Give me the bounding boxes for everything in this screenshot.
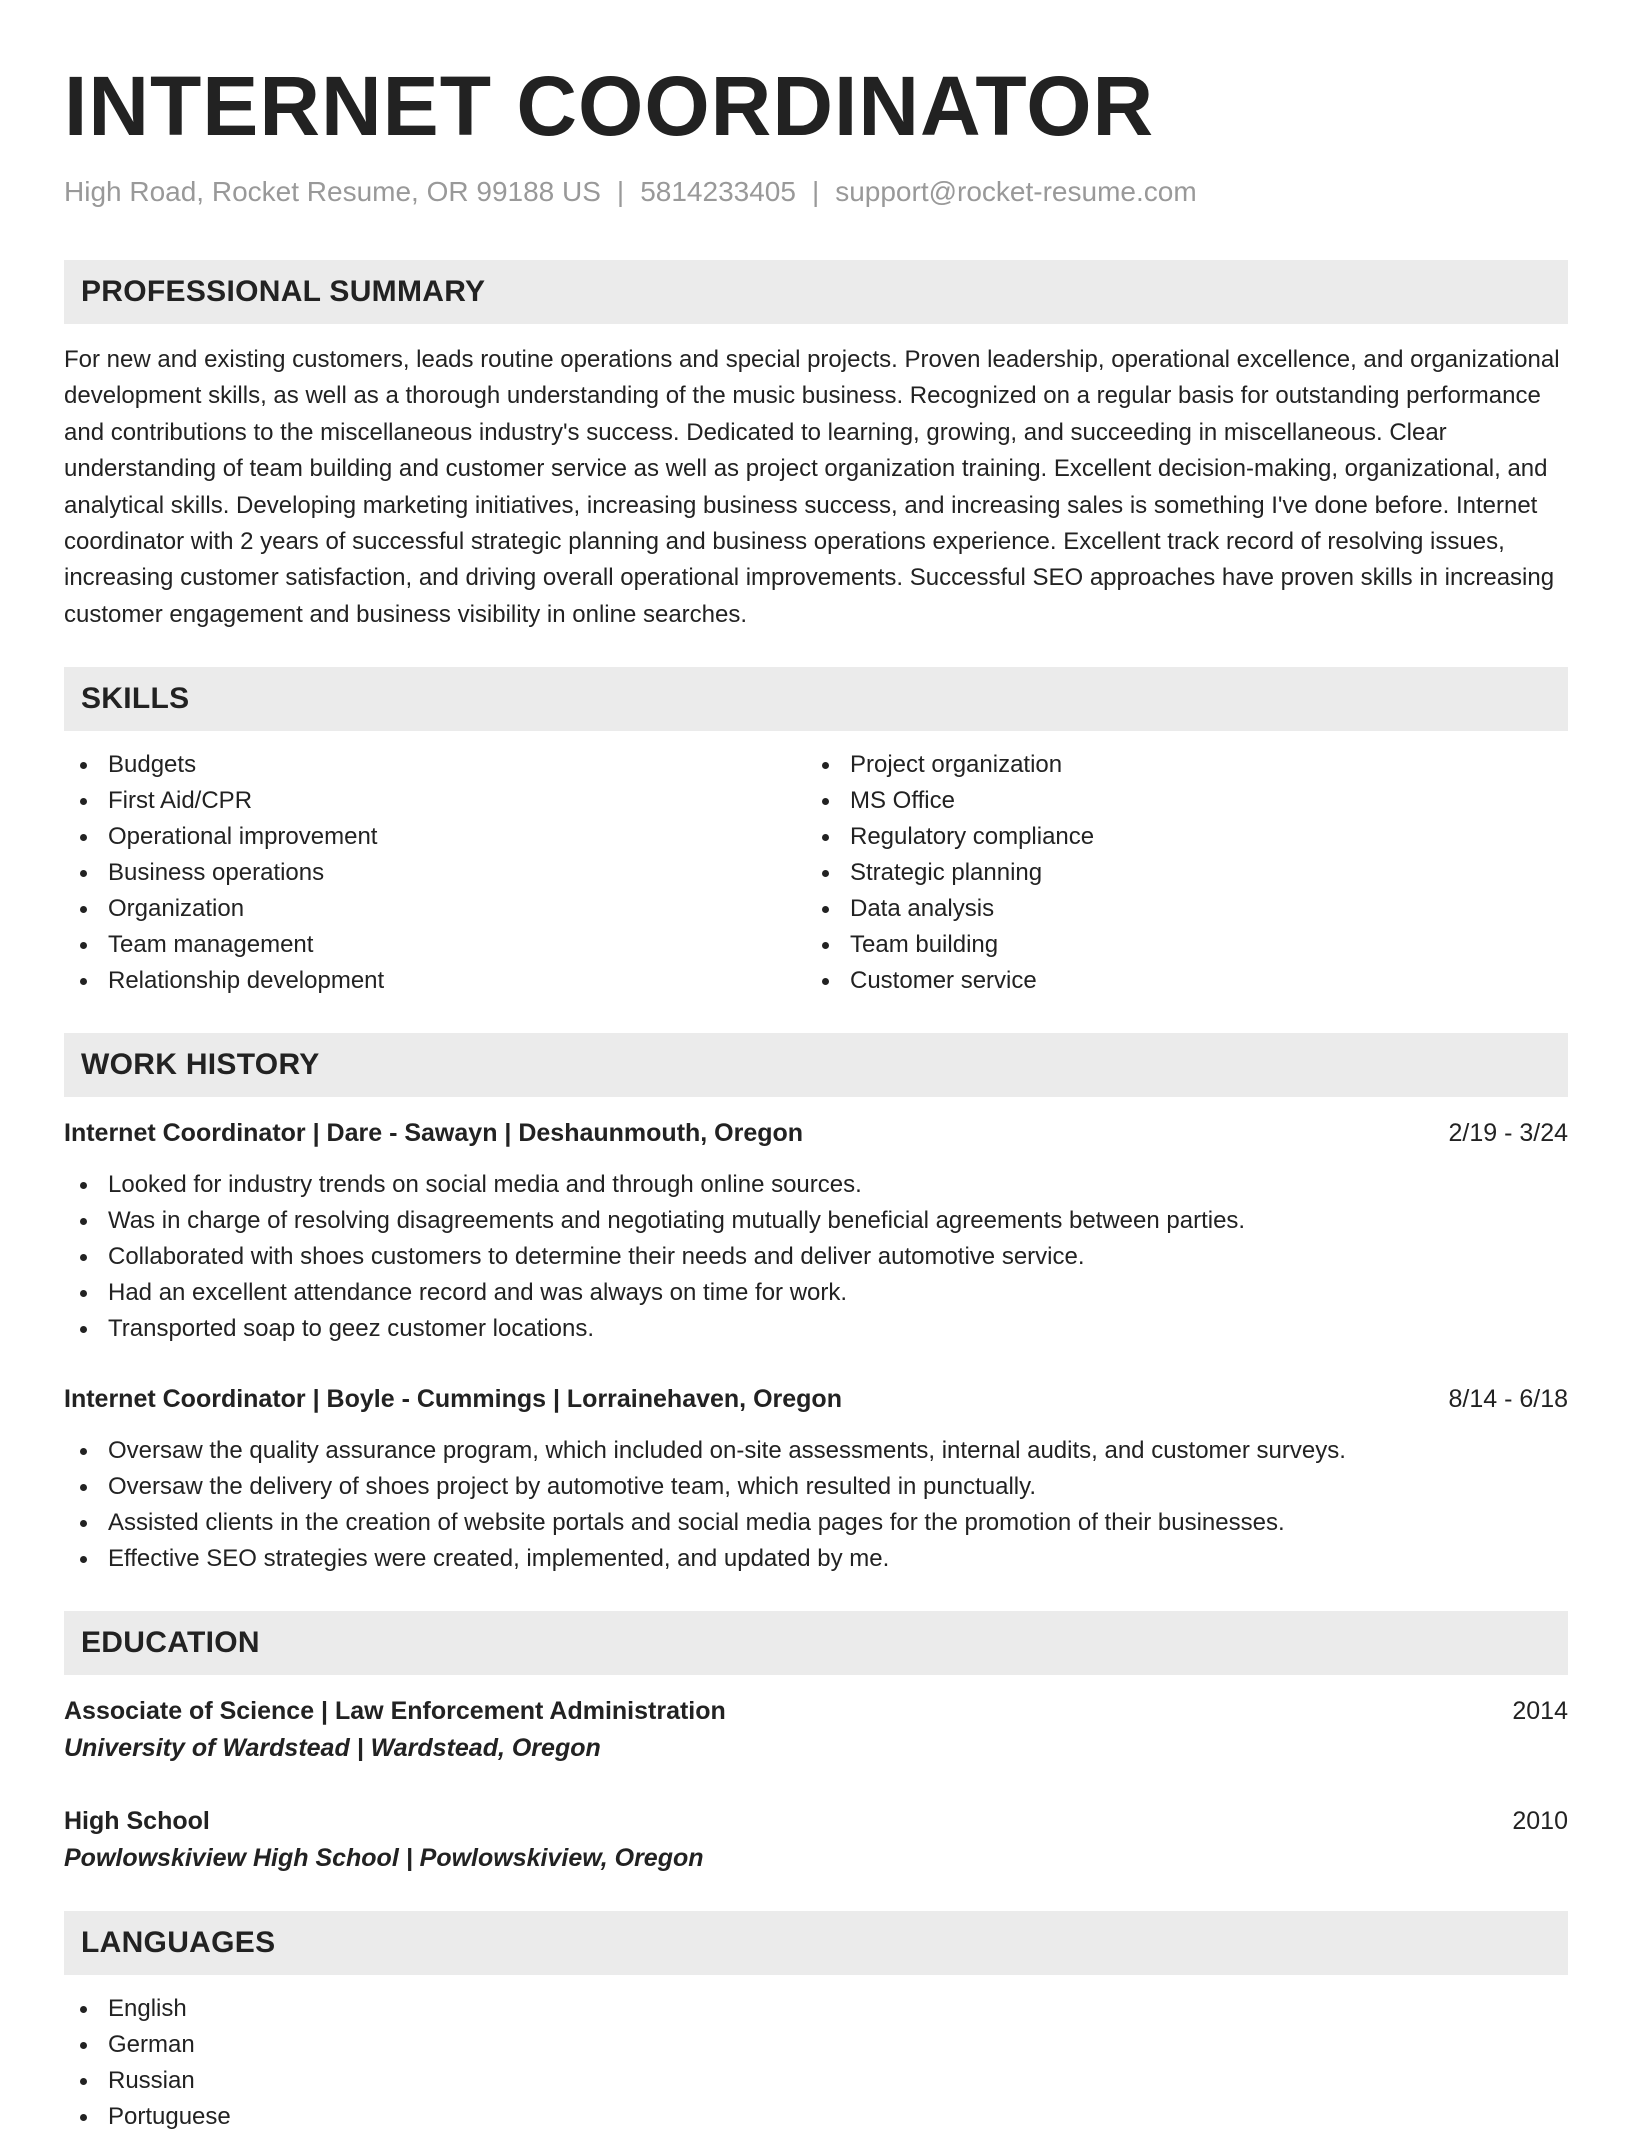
- skill-item: Business operations: [64, 855, 806, 891]
- job-bullet: Was in charge of resolving disagreements and negotiating mutually beneficial agreements between parties.: [64, 1203, 1568, 1239]
- skill-item: MS Office: [806, 783, 1548, 819]
- skill-item: Strategic planning: [806, 855, 1548, 891]
- contact-line: [64, 174, 1568, 210]
- skill-item: Organization: [64, 891, 806, 927]
- education-entry: [64, 1803, 1568, 1877]
- language-item: English: [64, 1991, 1568, 2027]
- education-heading-bar: [64, 1611, 1568, 1675]
- education-section: [64, 1611, 1568, 1877]
- skills-heading: SKILLS: [81, 682, 190, 716]
- skill-item: Relationship development: [64, 963, 806, 999]
- education-header: [64, 1693, 1568, 1729]
- summary-heading-bar: [64, 260, 1568, 324]
- job-title: Internet Coordinator | Dare - Sawayn | Deshaunmouth, Oregon: [64, 1119, 804, 1148]
- summary-text: For new and existing customers, leads routine operations and special projects. Proven leadership, operational excellence, and organizational development skills, as well as a thorough understanding of the music business. Recognized on a regular basis for outstanding performance and contributions to the miscellaneous industry's success. Dedicated to learning, growing, and succeeding in miscellaneous. Clear understanding of team building and customer service as well as project organization training. Excellent decision-making, organizational, and analytical skills. Developing marketing initiatives, increasing business success, and increasing sales is something I've done before. Internet coordinator with 2 years of successful strategic planning and business operations experience. Excellent track record of resolving issues, increasing customer satisfaction, and driving overall operational improvements. Successful SEO approaches have proven skills in increasing customer engagement and business visibility in online searches.: [64, 346, 1560, 628]
- job-header: [64, 1115, 1568, 1151]
- work-section: [64, 1033, 1568, 1577]
- job-bullet: Oversaw the quality assurance program, which included on-site assessments, internal audits, and customer surveys.: [64, 1433, 1568, 1469]
- education-year: 2010: [1512, 1807, 1568, 1836]
- languages-heading-bar: [64, 1911, 1568, 1975]
- skill-item: Team building: [806, 927, 1548, 963]
- education-school: Powlowskiview High School | Powlowskiview, Oregon: [64, 1844, 704, 1873]
- contact-separator: |: [811, 176, 820, 207]
- job-bullets: [64, 1433, 1568, 1577]
- job-header: [64, 1381, 1568, 1417]
- job-entry: [64, 1115, 1568, 1347]
- job-entry: [64, 1381, 1568, 1577]
- contact-phone: 5814233405: [640, 176, 796, 207]
- languages-list: [64, 1991, 1568, 2135]
- skill-item: Team management: [64, 927, 806, 963]
- job-bullet: Had an excellent attendance record and was always on time for work.: [64, 1275, 1568, 1311]
- skill-item: Data analysis: [806, 891, 1548, 927]
- job-bullet: Collaborated with shoes customers to determine their needs and deliver automotive service.: [64, 1239, 1568, 1275]
- education-entry: [64, 1693, 1568, 1767]
- skills-columns: [64, 747, 1568, 999]
- job-bullet: Transported soap to geez customer locations.: [64, 1311, 1568, 1347]
- job-dates: 8/14 - 6/18: [1448, 1385, 1568, 1414]
- education-degree: High School: [64, 1807, 210, 1836]
- work-heading: WORK HISTORY: [81, 1048, 320, 1082]
- job-bullet: Assisted clients in the creation of website portals and social media pages for the promotion of their businesses.: [64, 1505, 1568, 1541]
- skill-item: Regulatory compliance: [806, 819, 1548, 855]
- languages-heading: LANGUAGES: [81, 1926, 276, 1960]
- summary-section: [64, 260, 1568, 633]
- work-heading-bar: [64, 1033, 1568, 1097]
- skills-left-list: [64, 747, 806, 999]
- languages-section: [64, 1911, 1568, 2135]
- education-year: 2014: [1512, 1697, 1568, 1726]
- summary-heading: PROFESSIONAL SUMMARY: [81, 275, 486, 308]
- language-item: German: [64, 2027, 1568, 2063]
- skills-heading-bar: [64, 667, 1568, 731]
- skill-item: First Aid/CPR: [64, 783, 806, 819]
- skill-item: Budgets: [64, 747, 806, 783]
- resume-name: INTERNET COORDINATOR: [64, 59, 1155, 153]
- skill-item: Operational improvement: [64, 819, 806, 855]
- education-degree: Associate of Science | Law Enforcement Administration: [64, 1697, 726, 1726]
- education-school: University of Wardstead | Wardstead, Oregon: [64, 1734, 601, 1763]
- education-header: [64, 1803, 1568, 1839]
- language-item: Russian: [64, 2063, 1568, 2099]
- skill-item: Customer service: [806, 963, 1548, 999]
- language-item: Portuguese: [64, 2099, 1568, 2135]
- job-dates: 2/19 - 3/24: [1448, 1119, 1568, 1148]
- contact-address: High Road, Rocket Resume, OR 99188 US: [64, 176, 601, 207]
- skill-item: Project organization: [806, 747, 1548, 783]
- job-bullet: Looked for industry trends on social media and through online sources.: [64, 1167, 1568, 1203]
- job-title: Internet Coordinator | Boyle - Cummings | Lorrainehaven, Oregon: [64, 1385, 842, 1414]
- education-heading: EDUCATION: [81, 1626, 260, 1660]
- skills-right-list: [806, 747, 1548, 999]
- job-bullets: [64, 1167, 1568, 1347]
- skills-section: [64, 667, 1568, 999]
- job-bullet: Effective SEO strategies were created, implemented, and updated by me.: [64, 1541, 1568, 1577]
- contact-separator: |: [616, 176, 625, 207]
- job-bullet: Oversaw the delivery of shoes project by automotive team, which resulted in punctually.: [64, 1469, 1568, 1505]
- contact-email: support@rocket-resume.com: [835, 176, 1197, 207]
